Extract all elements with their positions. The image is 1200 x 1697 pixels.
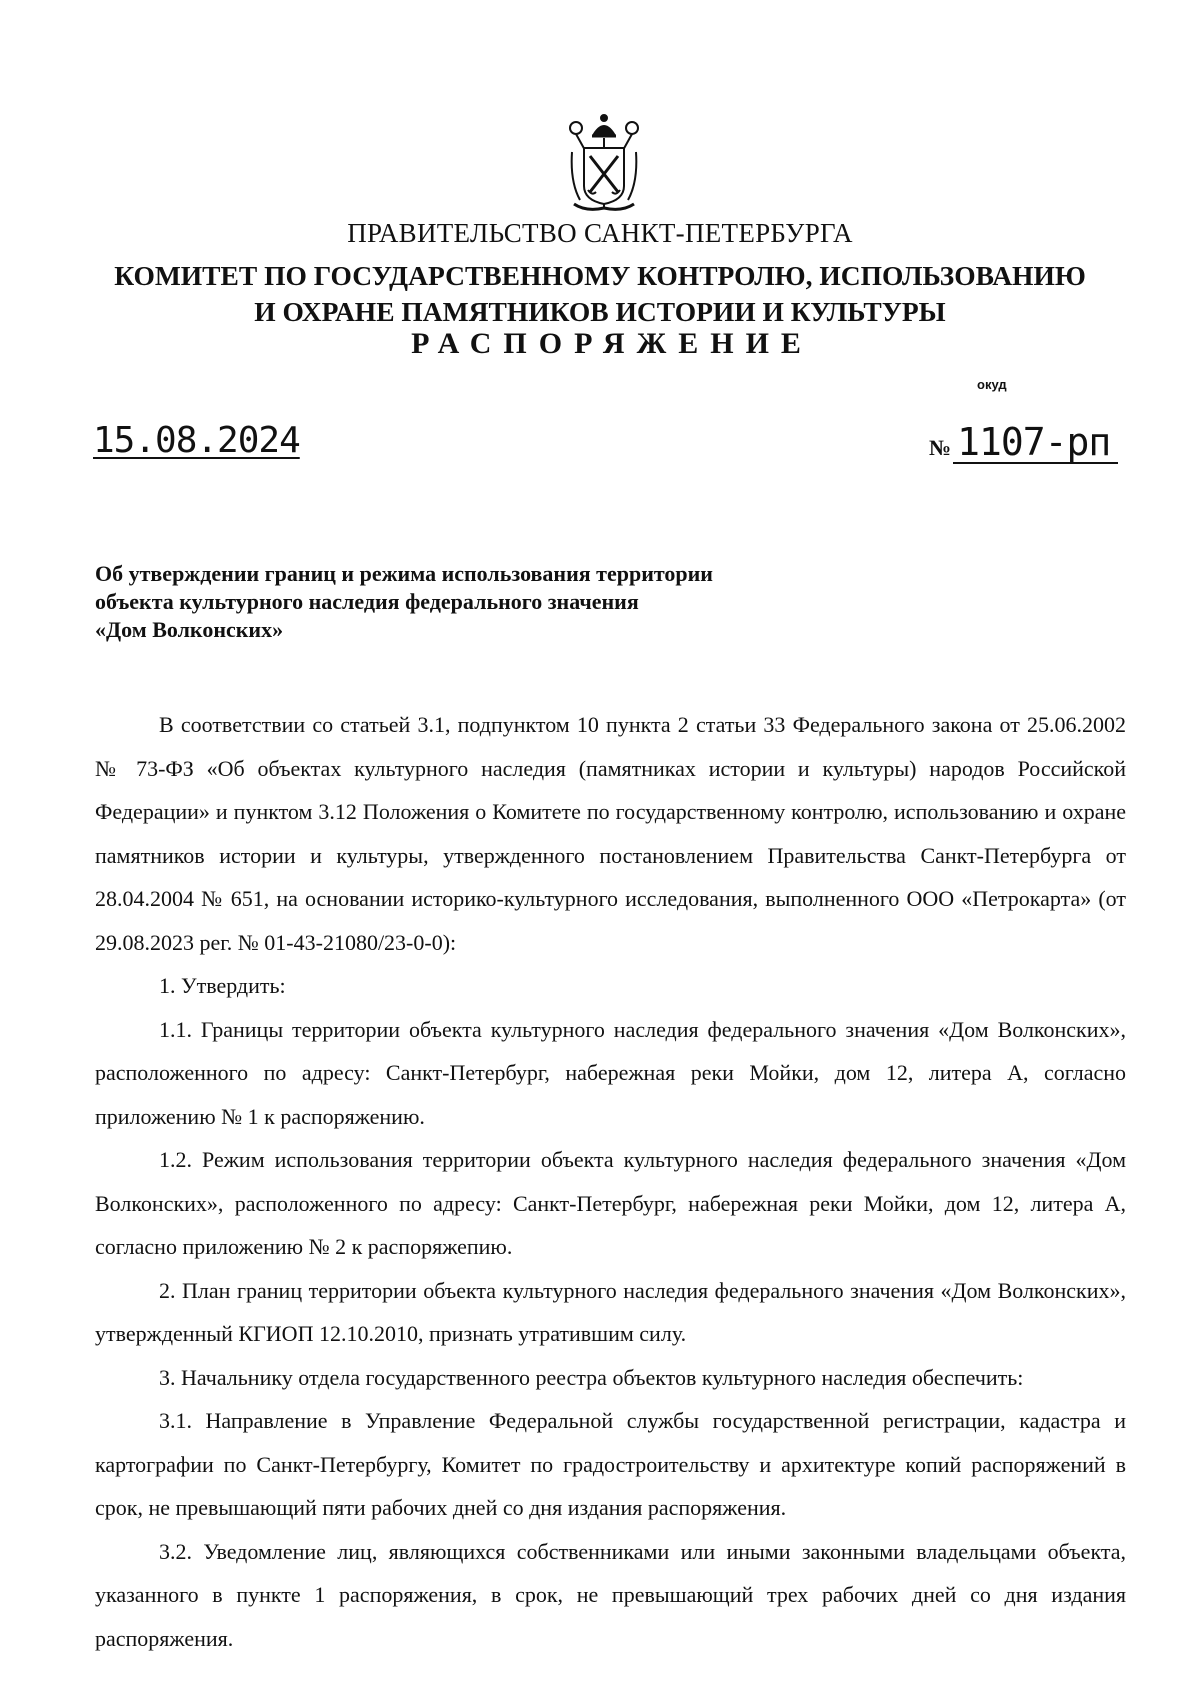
document-subject [95, 560, 713, 644]
paragraph-preamble: В соответствии со статьей 3.1, подпунктом 10 пункта 2 статьи 33 Федерального закона от 25.06.2002 № 73-ФЗ «Об объектах культурного наследия (памятниках истории и культуры) народов Российской Федерации» и пунктом 3.12 Положения о Комитете по государственному контролю, использованию и охране памятников истории и культуры, утвержденного постановлением Правительства Санкт-Петербурга от 28.04.2004 № 651, на основании историко-культурного исследования, выполненного ООО «Петрокарта» (от 29.08.2023 рег. № 01-43-21080/23-0-0): [95, 712, 1126, 955]
document-body [95, 703, 1126, 1660]
paragraph-item-1: 1. Утвердить: [159, 973, 286, 998]
paragraph-item-3-2: 3.2. Уведомление лиц, являющихся собственниками или иными законными владельцами объекта, указанного в пункте 1 распоряжения, в срок, не превышающий трех рабочих дней со дня издания распоряжения. [95, 1538, 1126, 1651]
committee-title-line-1: КОМИТЕТ ПО ГОСУДАРСТВЕННОМУ КОНТРОЛЮ, ИСПОЛЬЗОВАНИЮ [114, 260, 1086, 291]
committee-title [0, 258, 1200, 330]
subject-line-1: Об утверждении границ и режима использования территории [95, 561, 713, 586]
paragraph-item-3: 3. Начальнику отдела государственного реестра объектов культурного наследия обеспечить: [159, 1364, 1024, 1390]
government-title: ПРАВИТЕЛЬСТВО САНКТ-ПЕТЕРБУРГА [347, 218, 853, 248]
committee-title-line-2: И ОХРАНЕ ПАМЯТНИКОВ ИСТОРИИ И КУЛЬТУРЫ [254, 296, 946, 327]
subject-line-2: объекта культурного наследия федерального значения [95, 589, 639, 614]
paragraph-item-1-1: 1.1. Границы территории объекта культурного наследия федерального значения «Дом Волконских», расположенного по адресу: Санкт-Петербург, набережная реки Мойки, дом 12, литера А, согласно приложению № 1 к распоряжению. [95, 1016, 1126, 1129]
coat-of-arms-emblem [566, 112, 642, 212]
okud-label: окуд [977, 377, 1007, 392]
document-number [929, 422, 1118, 464]
paragraph-item-1-2: 1.2. Режим использования территории объекта культурного наследия федерального значения «Дом Волконских», расположенного по адресу: Санкт-Петербург, набережная реки Мойки, дом 12, литера А, согласно приложению № 2 к распоряжепию. [95, 1147, 1126, 1259]
paragraph-item-3-1: 3.1. Направление в Управление Федеральной службы государственной регистрации, кадастра и картографии по Санкт-Петербургу, Комитет по градостроительству и архитектуре копий распоряжений в срок, не превышающий пяти рабочих дней со дня издания распоряжения. [95, 1408, 1126, 1520]
document-date: 15.08.2024 [93, 420, 300, 461]
subject-line-3: «Дом Волконских» [95, 617, 284, 642]
paragraph-item-2: 2. План границ территории объекта культурного наследия федерального значения «Дом Волконских», утвержденный КГИОП 12.10.2010, признать утратившим силу. [95, 1277, 1126, 1346]
number-value: 1107-рп [953, 422, 1118, 464]
document-type-heading: РАСПОРЯЖЕНИЕ [411, 327, 813, 360]
number-sign: № [929, 435, 952, 460]
